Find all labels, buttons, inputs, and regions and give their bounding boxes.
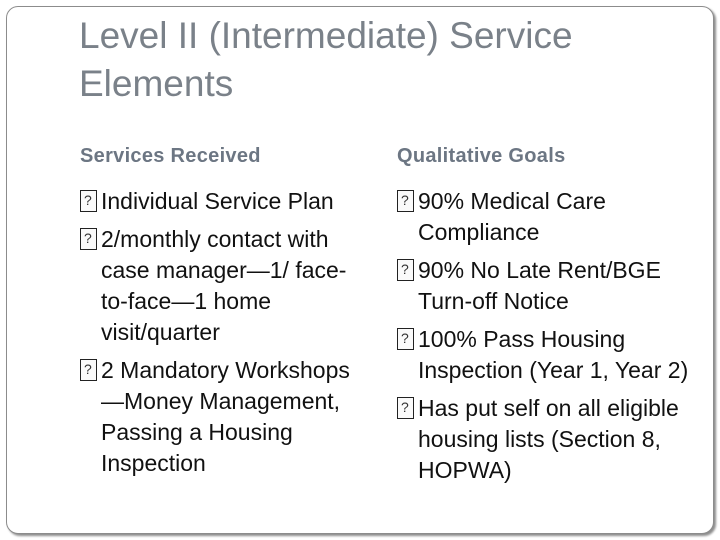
list-item	[397, 324, 697, 386]
qualitative-goals-heading: Qualitative Goals	[397, 145, 566, 167]
services-received-column	[80, 142, 370, 486]
list-item-text: Has put self on all eligible housing lists (Section 8, HOPWA)	[418, 395, 679, 483]
list-item	[397, 393, 697, 486]
list-item-text: 2/monthly contact with case manager—1/ face-to-face—1 home visit/quarter	[101, 226, 347, 345]
bullet-glyph-icon	[80, 190, 97, 212]
list-item	[80, 186, 370, 217]
bullet-glyph-icon	[397, 190, 414, 212]
list-item-text: 90% No Late Rent/BGE Turn-off Notice	[418, 257, 661, 314]
bullet-glyph-icon	[397, 328, 414, 350]
bullet-glyph-icon	[397, 259, 414, 281]
list-item	[80, 224, 370, 348]
list-item-text: Individual Service Plan	[101, 188, 334, 214]
bullet-glyph-icon	[80, 228, 97, 250]
qualitative-goals-list	[397, 186, 697, 486]
bullet-glyph-icon	[80, 359, 97, 381]
services-received-heading: Services Received	[80, 145, 261, 167]
list-item-text: 90% Medical Care Compliance	[418, 188, 606, 245]
slide-title: Level II (Intermediate) Service Elements	[79, 15, 573, 104]
qualitative-goals-column	[397, 142, 697, 493]
list-item-text: 100% Pass Housing Inspection (Year 1, Year 2)	[418, 326, 689, 383]
services-received-list	[80, 186, 370, 479]
list-item	[80, 355, 370, 479]
list-item	[397, 186, 697, 248]
list-item-text: 2 Mandatory Workshops—Money Management, Passing a Housing Inspection	[101, 357, 350, 476]
bullet-glyph-icon	[397, 397, 414, 419]
list-item	[397, 255, 697, 317]
